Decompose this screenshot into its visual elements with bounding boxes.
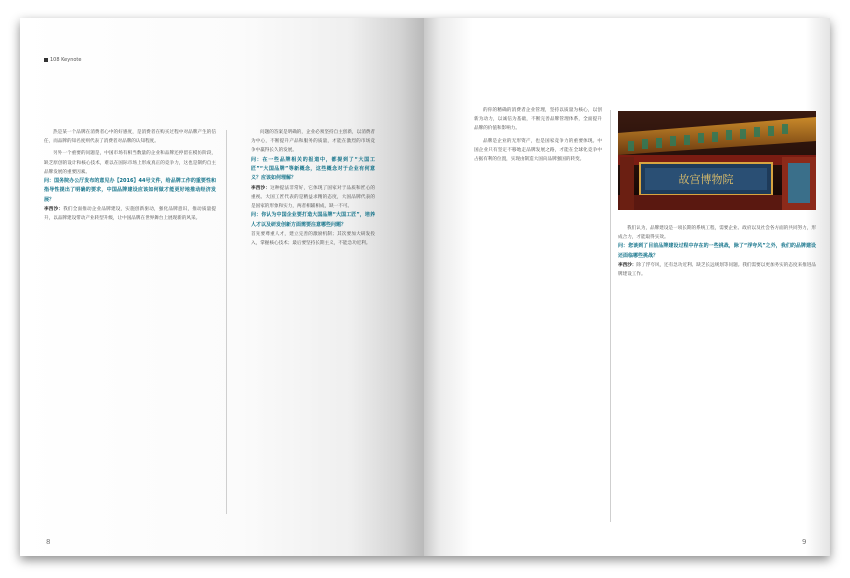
left-column-2: [251, 128, 375, 508]
paragraph: 的你的精确的消费者企业管理，坚持以质量为核心，以创新为动力，以诚信为基础，不断完善品牌管理体系，全面提升品牌的价值和影响力。: [474, 108, 602, 132]
question-heading: 问：您谈到了目前品牌建设过程中存在的一些挑战，除了“浮夸风”之外，我们的品牌建设还面临哪些挑战？: [618, 243, 816, 259]
answer-paragraph: [618, 261, 816, 279]
right-column-1: [474, 106, 602, 526]
header-text: 108 Keynote: [50, 57, 82, 63]
signboard-text: 故宫博物院: [678, 173, 734, 186]
column-divider: [226, 130, 227, 514]
answer-text: 除了浮夸风，还有急功近利、缺乏长远规划等问题。我们需要以更加务实的态度来推进品牌建设工作。: [618, 263, 816, 278]
left-page: [20, 18, 424, 556]
left-column-1: [44, 128, 216, 508]
magazine-spread: [20, 18, 830, 556]
paragraph: 另外一个重要的问题是，中国市场有相当数量的企业和品牌还停留在模仿阶段，缺乏原创的设计和核心技术，难以在国际市场上形成真正的竞争力，这也是制约自主品牌发展的重要因素。: [44, 151, 216, 175]
question-heading: 问：国务院办公厅发布的意见办【2016】44号文件，给品牌工作的重要性和指导性提出了明确的要求，中国品牌建设应该如何做才能更好地推动经济发展？: [44, 178, 216, 203]
paragraph: 我们认为，品牌建设是一项长期的系统工程，需要企业、政府以及社会各方面的共同努力，形成合力，才能取得实效。: [618, 226, 816, 241]
header-square-icon: [44, 58, 48, 62]
answer-paragraph: [44, 205, 216, 223]
question-heading: 问：在一些品牌相关的报道中，都提到了“大国工匠”“大国品牌”等新概念，这些概念对于企业有何意义？应该如何理解？: [251, 156, 375, 182]
answer-text: 这种提法非常好，它体现了国家对于品质和匠心的重视。大国工匠代表的是精益求精的态度，大国品牌代表的是国家的形象和实力，两者相辅相成，缺一不可。: [251, 185, 375, 210]
question-heading: 问：你认为中国企业要打造大国品牌“大国工匠”，培养人才以及研发创新方面需要注意哪些问题？: [251, 212, 375, 228]
page-number-right: 9: [802, 538, 807, 546]
answer-text: 我们全面推动企业品牌建设，实施创新驱动，强化品牌意识，推动质量提升，以品牌建设带动产业转型升级，让中国品牌在世界舞台上展现新的风采。: [44, 207, 216, 222]
paragraph: 品牌是企业的无形资产，也是国家竞争力的重要体现。中国企业只有坚定不移地走品牌发展之路，才能在全球化竞争中占据有利的位置，实现由制造大国向品牌强国的转变。: [474, 138, 602, 163]
speaker-name: 李西沙：: [618, 263, 637, 269]
column-divider: [610, 110, 611, 522]
running-header: [44, 57, 81, 63]
speaker-name: 李西沙：: [44, 207, 64, 213]
answer-paragraph: [251, 184, 375, 212]
right-column-2: [618, 224, 816, 529]
paragraph: 问题的答案是明确的，企业必须坚持自主创新，以消费者为中心，不断提升产品和服务的质量，才能在激烈的市场竞争中赢得长久的发展。: [251, 130, 375, 154]
right-page: [424, 18, 830, 556]
page-number-left: 8: [46, 538, 51, 546]
building-illustration: [618, 111, 816, 210]
paragraph: 热是某一个品牌在消费者心中的好感度，是消费者在购买过程中对品牌产生的信任，而品牌的知名度则代表了消费者对品牌的认知程度。: [44, 130, 216, 145]
speaker-name: 李西沙：: [251, 185, 271, 191]
traditional-building-photo: [618, 111, 816, 210]
answer-paragraph: 首先要尊重人才，建立完善的激励机制；其次要加大研发投入，掌握核心技术；最后要坚持长期主义，不能急功近利。: [251, 232, 375, 247]
